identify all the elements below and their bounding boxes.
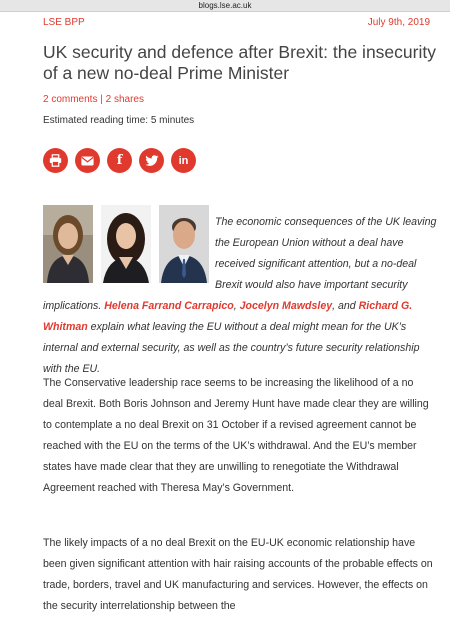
email-icon <box>81 156 94 166</box>
article-intro <box>43 212 438 380</box>
body-paragraph-1: The Conservative leadership race seems to be increasing the likelihood of a no deal Brexit. Both Boris Johnson and Jeremy Hunt have made clear they are willing to contemplate a no deal Brexit on 31 October if a revised agreement cannot be reached with the EU on the terms of the UK’s withdrawal. And the EU’s member states have made clear that they are unwilling to renegotiate the Withdrawal Agreement reached with Theresa May’s Government. <box>43 377 429 494</box>
body-paragraph-2: The likely impacts of a no deal Brexit on the EU-UK economic relationship have been given significant attention with hair raising accounts of the probable effects on trade, borders, travel and UK manufacturing and services. However, the effects on the security interrelationship between the <box>43 537 433 612</box>
print-icon <box>49 154 62 167</box>
url-text: blogs.lse.ac.uk <box>198 1 252 10</box>
byline-separator: , <box>233 300 240 312</box>
author-link-whitman[interactable]: Richard G. Whitman <box>43 300 413 333</box>
twitter-icon <box>145 155 159 167</box>
twitter-button[interactable] <box>139 148 164 173</box>
author-link-mawdsley[interactable]: Jocelyn Mawdsley <box>239 300 333 312</box>
print-button[interactable] <box>43 148 68 173</box>
post-date: July 9th, 2019 <box>367 17 430 28</box>
social-counts <box>43 94 144 105</box>
author-link-carrapico[interactable]: Helena Farrand Carrapico <box>104 300 234 312</box>
intro-text-end: explain what leaving the EU without a deal might mean for the UK’s internal and external security, as well as the country’s future security relationship with the EU. <box>43 321 420 375</box>
reading-time: Estimated reading time: 5 minutes <box>43 115 195 126</box>
facebook-icon: f <box>116 153 123 168</box>
linkedin-icon: in <box>178 154 189 167</box>
counts-separator: | <box>97 94 106 105</box>
email-button[interactable] <box>75 148 100 173</box>
comments-link[interactable]: 2 comments <box>43 94 98 105</box>
author-link[interactable]: LSE BPP <box>43 17 85 28</box>
page-title: UK security and defence after Brexit: the insecurity of a new no-deal Prime Minister <box>43 42 436 83</box>
shares-link[interactable]: 2 shares <box>105 94 144 105</box>
browser-url-bar[interactable] <box>0 0 450 12</box>
linkedin-button[interactable] <box>171 148 196 173</box>
intro-text: The economic consequences of the UK leaving the European Union without a deal have received significant attention, but a no-deal Brexit would also have important security implications. <box>43 216 437 312</box>
facebook-button[interactable] <box>107 148 132 173</box>
byline-separator: , and <box>332 300 359 312</box>
